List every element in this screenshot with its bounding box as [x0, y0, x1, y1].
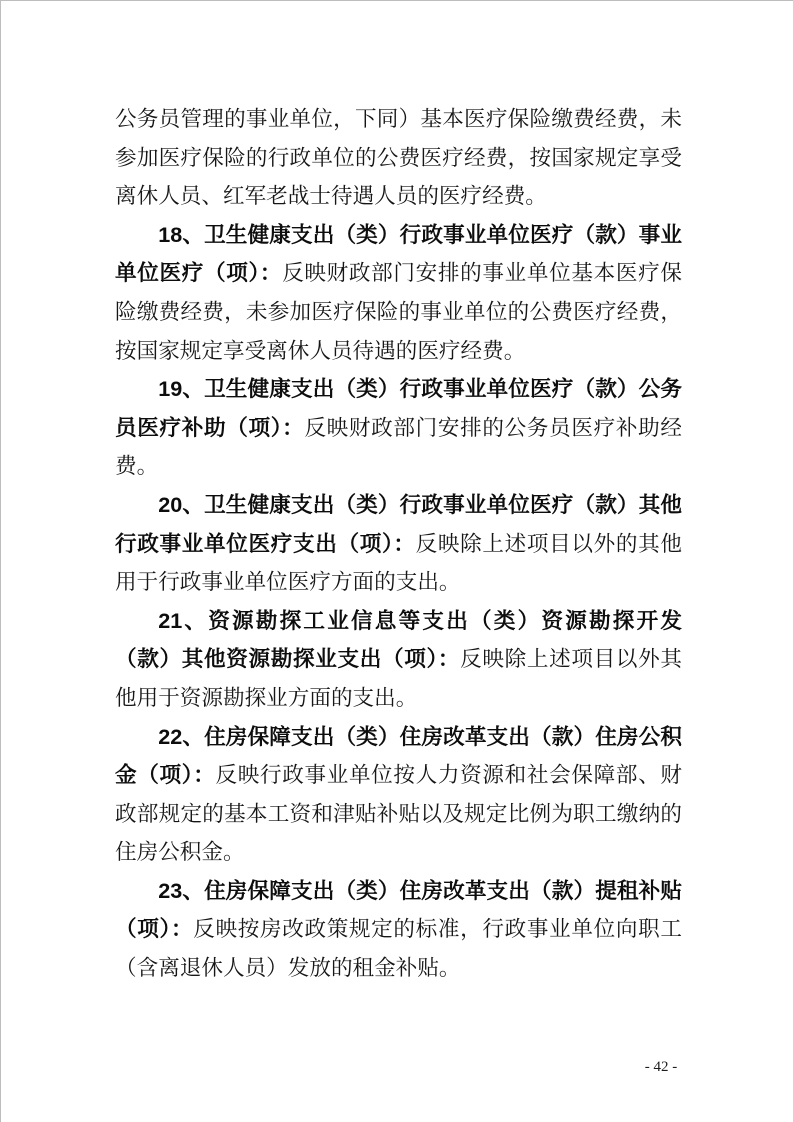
budget-item-22-heading: 22、住房保障支出（类）住房改革支出（款）住房公积金（项）：	[115, 723, 682, 788]
budget-item-18-body: 反映财政部门安排的事业单位基本医疗保险缴费经费，未参加医疗保险的事业单位的公费医疗经费，按国家规定享受离休人员待遇的医疗经费。	[115, 261, 682, 363]
budget-item-23-heading: 23、住房保障支出（类）住房改革支出（款）提租补贴（项）：	[115, 877, 682, 942]
budget-item-22	[115, 718, 682, 872]
budget-item-19	[115, 370, 682, 486]
budget-item-20-body: 反映除上述项目以外的其他用于行政事业单位医疗方面的支出。	[115, 531, 682, 595]
document-body	[115, 100, 682, 988]
budget-item-21-body: 反映除上述项目以外其他用于资源勘探业方面的支出。	[115, 647, 682, 710]
budget-item-23	[115, 872, 682, 988]
budget-item-21	[115, 602, 682, 718]
budget-item-19-heading: 19、卫生健康支出（类）行政事业单位医疗（款）公务员医疗补助（项）：	[115, 376, 682, 440]
budget-item-20	[115, 486, 682, 602]
budget-item-23-body: 反映按房改政策规定的标准，行政事业单位向职工（含离退休人员）发放的租金补贴。	[115, 917, 682, 981]
budget-item-18	[115, 216, 682, 370]
budget-item-21-heading: 21、资源勘探工业信息等支出（类）资源勘探开发（款）其他资源勘探业支出（项）：	[115, 607, 682, 672]
budget-item-20-heading: 20、卫生健康支出（类）行政事业单位医疗（款）其他行政事业单位医疗支出（项）：	[115, 491, 682, 556]
budget-item-22-body: 反映行政事业单位按人力资源和社会保障部、财政部规定的基本工资和津贴补贴以及规定比例为职工缴纳的住房公积金。	[115, 763, 682, 865]
page-number: - 42 -	[644, 1059, 678, 1075]
paragraph-continuation: 公务员管理的事业单位，下同）基本医疗保险缴费经费，未参加医疗保险的行政单位的公费医疗经费，按国家规定享受离休人员、红军老战士待遇人员的医疗经费。	[115, 107, 682, 209]
budget-item-18-heading: 18、卫生健康支出（类）行政事业单位医疗（款）事业单位医疗（项）：	[115, 221, 682, 286]
budget-item-19-body: 反映财政部门安排的公务员医疗补助经费。	[115, 415, 682, 479]
